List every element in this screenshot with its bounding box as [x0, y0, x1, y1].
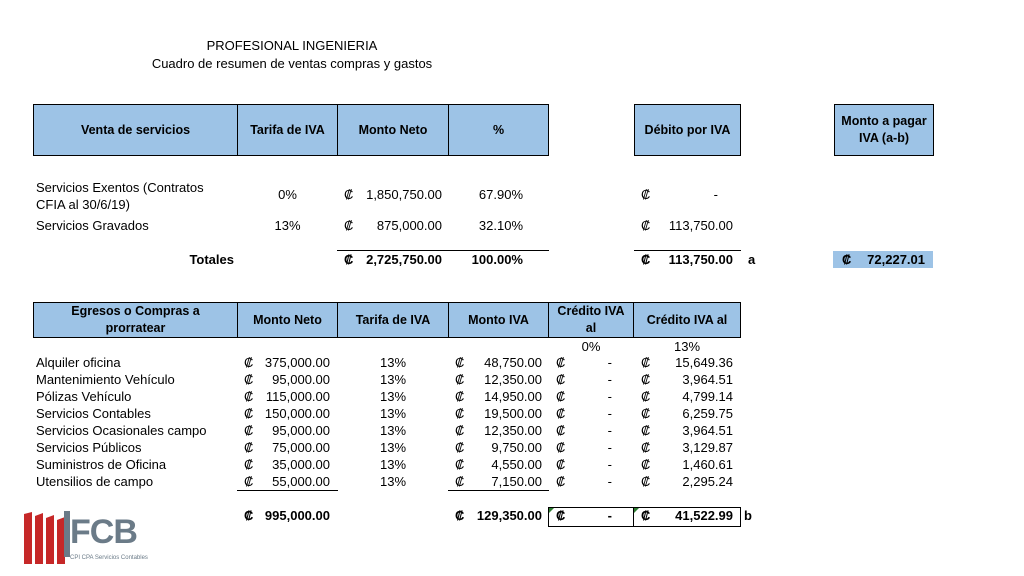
colon-symbol: ₡: [344, 252, 354, 267]
colon-symbol: ₡: [244, 372, 254, 387]
colon-symbol: ₡: [455, 508, 465, 523]
purchase-row-rate: 13%: [379, 474, 407, 489]
colon-symbol: ₡: [641, 187, 651, 202]
colon-symbol: ₡: [244, 440, 254, 455]
purchases-net-symbols: [244, 354, 253, 490]
colon-symbol: ₡: [556, 355, 566, 370]
purchase-row-name: Pólizas Vehículo: [36, 389, 132, 404]
purchase-row-rate: 13%: [379, 406, 407, 421]
purchases-net-column: [255, 354, 330, 490]
colon-symbol: ₡: [344, 187, 354, 202]
colon-symbol: ₡: [455, 406, 465, 421]
colon-symbol: ₡: [344, 218, 354, 233]
colon-symbol: ₡: [556, 389, 566, 404]
purchases-vat-divider: [448, 490, 549, 491]
sales-totals-pct: 100.00%: [471, 252, 523, 267]
header-percent: %: [448, 104, 549, 156]
purchase-row-vat: 9,750.00: [491, 440, 542, 455]
purchase-row-rate: 13%: [379, 372, 407, 387]
purchase-row-name: Servicios Ocasionales campo: [36, 423, 207, 438]
header-credito-0: [548, 302, 634, 338]
pay-amount-value: 72,227.01: [867, 252, 925, 267]
sales-row-exentos-debit: -: [713, 187, 718, 202]
sales-row-gravados-name: Servicios Gravados: [36, 218, 149, 233]
header-credito-0-line2: al: [585, 321, 597, 335]
sales-totals-net: 2,725,750.00: [366, 252, 442, 267]
subheader-0-percent: 0%: [581, 339, 601, 354]
purchase-row-vat: 48,750.00: [484, 355, 542, 370]
purchases-c0-symbols: [556, 354, 565, 490]
purchases-names-column: [36, 354, 207, 490]
purchase-row-net: 95,000.00: [272, 423, 330, 438]
purchase-row-rate: 13%: [379, 440, 407, 455]
colon-symbol: ₡: [641, 457, 651, 472]
colon-symbol: ₡: [244, 474, 254, 489]
colon-symbol: ₡: [556, 406, 566, 421]
purchase-row-c0: -: [607, 406, 612, 421]
colon-symbol: ₡: [455, 355, 465, 370]
sales-row-gravados-pct: 32.10%: [478, 218, 523, 233]
purchase-row-net: 150,000.00: [264, 406, 330, 421]
colon-symbol: ₡: [455, 440, 465, 455]
purchase-row-name: Servicios Públicos: [36, 440, 142, 455]
purchases-rate-column: [337, 354, 449, 490]
header-egresos-line2: prorratear: [105, 321, 166, 335]
subheader-13-percent: 13%: [673, 339, 701, 354]
colon-symbol: ₡: [244, 355, 254, 370]
purchase-row-name: Servicios Contables: [36, 406, 151, 421]
header-egresos-line1: Egresos o Compras a: [71, 304, 200, 318]
header-credito-13: Crédito IVA al: [633, 302, 741, 338]
colon-symbol: ₡: [641, 252, 651, 267]
header-monto-pagar-line2: IVA (a-b): [859, 131, 909, 145]
colon-symbol: ₡: [556, 508, 566, 523]
colon-symbol: ₡: [641, 218, 651, 233]
colon-symbol: ₡: [641, 355, 651, 370]
header-monto-neto: Monto Neto: [337, 104, 449, 156]
marker-b: b: [744, 508, 752, 523]
sales-row-exentos-net: 1,850,750.00: [366, 187, 442, 202]
purchase-row-net: 375,000.00: [264, 355, 330, 370]
colon-symbol: ₡: [641, 508, 651, 523]
purchase-row-c0: -: [607, 355, 612, 370]
colon-symbol: ₡: [641, 474, 651, 489]
sales-row-exentos-line2: CFIA al 30/6/19): [36, 197, 130, 212]
sales-row-gravados-rate: 13%: [274, 218, 301, 233]
colon-symbol: ₡: [455, 372, 465, 387]
purchase-row-net: 55,000.00: [272, 474, 330, 489]
sales-row-exentos-line1: Servicios Exentos (Contratos: [36, 180, 204, 195]
colon-symbol: ₡: [556, 440, 566, 455]
sales-total-divider: [337, 250, 549, 251]
purchases-total-c0: -: [607, 508, 612, 523]
purchase-row-name: Utensilios de campo: [36, 474, 154, 489]
purchase-row-rate: 13%: [379, 355, 407, 370]
colon-symbol: ₡: [244, 457, 254, 472]
colon-symbol: ₡: [556, 372, 566, 387]
header-tarifa-iva: Tarifa de IVA: [237, 104, 338, 156]
header-p-monto-iva: Monto IVA: [448, 302, 549, 338]
purchases-c0-column: [570, 354, 612, 490]
purchase-row-rate: 13%: [379, 423, 407, 438]
purchase-row-c13: 1,460.61: [682, 457, 733, 472]
purchase-row-c0: -: [607, 440, 612, 455]
purchase-row-net: 75,000.00: [272, 440, 330, 455]
purchase-row-vat: 7,150.00: [491, 474, 542, 489]
colon-symbol: ₡: [842, 252, 852, 267]
colon-symbol: ₡: [455, 389, 465, 404]
colon-symbol: ₡: [641, 372, 651, 387]
purchases-vat-column: [467, 354, 542, 490]
sales-debit-divider: [634, 250, 741, 251]
purchase-row-name: Alquiler oficina: [36, 355, 121, 370]
fcb-logo-tagline: CPI CPA Servicios Contables: [70, 555, 148, 561]
purchase-row-c13: 3,964.51: [682, 423, 733, 438]
purchases-total-net: 995,000.00: [264, 508, 330, 523]
purchases-total-c13: 41,522.99: [675, 508, 733, 523]
purchase-row-rate: 13%: [379, 389, 407, 404]
sales-row-exentos-pct: 67.90%: [478, 187, 523, 202]
colon-symbol: ₡: [641, 423, 651, 438]
colon-symbol: ₡: [455, 474, 465, 489]
header-debito-iva: Débito por IVA: [634, 104, 741, 156]
fcb-logo: [24, 510, 148, 566]
colon-symbol: ₡: [455, 457, 465, 472]
sales-row-gravados-debit: 113,750.00: [668, 218, 733, 233]
purchase-row-net: 35,000.00: [272, 457, 330, 472]
company-title: PROFESIONAL INGENIERIA: [206, 38, 378, 53]
colon-symbol: ₡: [244, 389, 254, 404]
header-monto-pagar-line1: Monto a pagar: [841, 114, 927, 128]
purchase-row-c0: -: [607, 457, 612, 472]
purchase-row-c0: -: [607, 474, 612, 489]
purchase-row-c0: -: [607, 372, 612, 387]
cell-comment-marker: [634, 508, 639, 513]
sales-totals-debit: 113,750.00: [668, 252, 733, 267]
purchase-row-rate: 13%: [379, 457, 407, 472]
colon-symbol: ₡: [455, 423, 465, 438]
purchases-c13-symbols: [641, 354, 650, 490]
purchase-row-name: Suministros de Oficina: [36, 457, 167, 472]
marker-a: a: [748, 252, 756, 267]
purchase-row-c0: -: [607, 389, 612, 404]
page-subtitle: Cuadro de resumen de ventas compras y gastos: [151, 56, 433, 71]
purchase-row-c13: 15,649.36: [675, 355, 733, 370]
purchase-row-vat: 4,550.00: [491, 457, 542, 472]
colon-symbol: ₡: [244, 406, 254, 421]
purchases-net-divider: [237, 490, 338, 491]
header-p-monto-neto: Monto Neto: [237, 302, 338, 338]
purchase-row-vat: 12,350.00: [484, 423, 542, 438]
sales-row-gravados-net: 875,000.00: [376, 218, 442, 233]
header-venta-servicios: Venta de servicios: [33, 104, 238, 156]
purchase-row-c13: 4,799.14: [682, 389, 733, 404]
sales-row-exentos-name: [36, 179, 204, 213]
cell-comment-marker: [549, 508, 554, 513]
header-credito-0-line1: Crédito IVA: [557, 304, 625, 318]
purchase-row-net: 95,000.00: [272, 372, 330, 387]
purchase-row-c13: 2,295.24: [682, 474, 733, 489]
purchases-total-vat: 129,350.00: [476, 508, 542, 523]
header-monto-pagar: [834, 104, 934, 156]
fcb-logo-text: FCB: [70, 513, 137, 551]
colon-symbol: ₡: [641, 406, 651, 421]
purchase-row-vat: 14,950.00: [484, 389, 542, 404]
purchase-row-name: Mantenimiento Vehículo: [36, 372, 175, 387]
colon-symbol: ₡: [556, 423, 566, 438]
header-p-tarifa-iva: Tarifa de IVA: [337, 302, 449, 338]
purchase-row-c0: -: [607, 423, 612, 438]
purchase-row-c13: 6,259.75: [682, 406, 733, 421]
purchase-row-vat: 12,350.00: [484, 372, 542, 387]
purchase-row-c13: 3,129.87: [682, 440, 733, 455]
colon-symbol: ₡: [244, 423, 254, 438]
purchases-c13-column: [655, 354, 733, 490]
purchase-row-c13: 3,964.51: [682, 372, 733, 387]
purchase-row-net: 115,000.00: [265, 389, 330, 404]
colon-symbol: ₡: [244, 508, 254, 523]
header-egresos: [33, 302, 238, 338]
colon-symbol: ₡: [556, 457, 566, 472]
colon-symbol: ₡: [641, 389, 651, 404]
colon-symbol: ₡: [641, 440, 651, 455]
colon-symbol: ₡: [556, 474, 566, 489]
purchase-row-vat: 19,500.00: [484, 406, 542, 421]
sales-totals-label: Totales: [189, 252, 234, 267]
purchases-vat-symbols: [455, 354, 464, 490]
sales-row-exentos-rate: 0%: [278, 187, 297, 202]
